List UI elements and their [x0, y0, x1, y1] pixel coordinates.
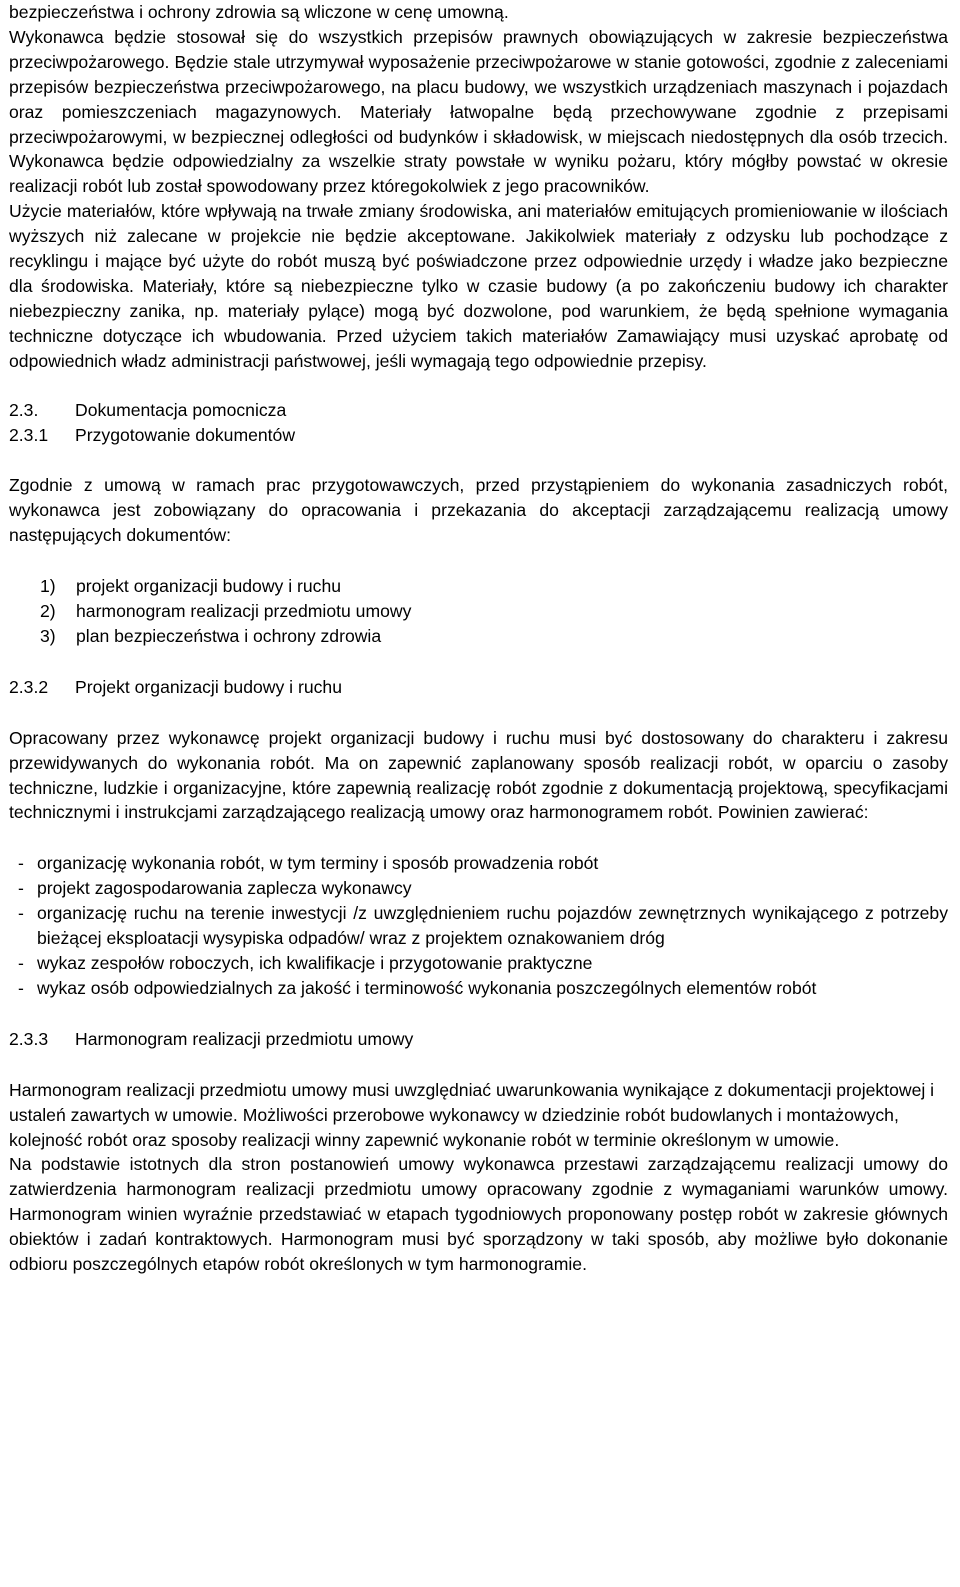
section-heading-2-3-3 [9, 1027, 948, 1052]
list-item-text: plan bezpieczeństwa i ochrony zdrowia [76, 625, 382, 646]
spacer [9, 447, 948, 473]
section-title: Przygotowanie dokumentów [75, 424, 296, 445]
list-item-text: wykaz osób odpowiedzialnych za jakość i terminowość wykonania poszczególnych elementów robót [37, 977, 817, 998]
section-heading-2-3-2 [9, 675, 948, 700]
list-dash: - [18, 977, 24, 998]
list-item [40, 599, 948, 624]
intro-paragraph-1: bezpieczeństwa i ochrony zdrowia są wliczone w cenę umowną. [9, 2, 509, 22]
spacer [9, 1001, 948, 1027]
list-dash: - [18, 903, 24, 924]
list-item-number: 1) [40, 576, 56, 597]
list-item-text: projekt zagospodarowania zaplecza wykonawcy [37, 878, 412, 899]
section-2-3-3-paragraph-2: Na podstawie istotnych dla stron postanowień umowy wykonawca przestawi zarządzającemu realizacji umowy do zatwierdzenia harmonogram realizacji przedmiotu umowy opracowany zgodnie z wymaganiami warunków umowy. Harmonogram winien wyraźnie przedstawiać w etapach tygodniowych proponowany postęp robót w zakresie głównych obiektów i zadań kontraktowych. Harmonogram musi być sporządzony w taki sposób, aby możliwe było dokonanie odbioru poszczególnych etapów robót określonych w tym harmonogramie. [9, 1154, 948, 1275]
list-item-text: organizację ruchu na terenie inwestycji /z uwzględnieniem ruchu pojazdów zewnętrznych wynikającego z potrzeby bieżącej eksploatacji wysypiska odpadów/ wraz z projektem oznakowaniem dróg [37, 903, 948, 949]
spacer [9, 825, 948, 851]
spacer [9, 374, 948, 398]
section-heading-2-3-1 [9, 423, 948, 448]
list-item-number: 3) [40, 625, 56, 646]
list-item [40, 574, 948, 599]
project-contents-list [9, 851, 948, 1000]
section-number: 2.3.1 [9, 424, 49, 445]
spacer [9, 548, 948, 574]
section-number: 2.3.3 [9, 1028, 49, 1049]
list-dash: - [18, 953, 24, 973]
section-2-3-3-paragraph-1: Harmonogram realizacji przedmiotu umowy musi uwzględniać uwarunkowania wynikające z dokumentacji projektowej i ustaleń zawartych w umowie. Możliwości przerobowe wykonawcy w dziedzinie robót budowlanych i montażowych, kolejność robót oraz sposoby realizacji winny zapewnić wykonanie robót w terminie określonym w umowie. [9, 1079, 935, 1150]
list-dash: - [18, 853, 24, 874]
list-item-text: organizację wykonania robót, w tym terminy i sposób prowadzenia robót [37, 853, 599, 874]
list-item [9, 851, 948, 876]
list-item-text: wykaz zespołów roboczych, ich kwalifikacje i przygotowanie praktyczne [37, 953, 593, 973]
list-item [9, 901, 948, 951]
section-2-3-2-paragraph: Opracowany przez wykonawcę projekt organizacji budowy i ruchu musi być dostosowany do charakteru i zakresu przewidywanych do wykonania robót. Ma on zapewnić zaplanowany sposób realizacji robót, w oparciu o zasoby techniczne, ludzkie i organizacyjne, które zapewnią realizację robót zgodnie z dokumentacją projektową, specyfikacjami technicznymi i instrukcjami zarządzającego realizacją umowy oraz harmonogramem robót. Powinien zawierać: [9, 727, 948, 823]
list-item [9, 876, 948, 901]
spacer [9, 700, 948, 726]
section-number: 2.3.2 [9, 676, 49, 697]
intro-paragraph-2: Wykonawca będzie stosował się do wszystkich przepisów prawnych obowiązujących w zakresie bezpieczeństwa przeciwpożarowego. Będzie stale utrzymywał wyposażenie przeciwpożarowe w stanie gotowości, zgodnie z zaleceniami przepisów bezpieczeństwa przeciwpożarowego, na placu budowy, we wszystkich urządzeniach maszynach i pojazdach oraz pomieszczeniach magazynowych. Materiały łatwopalne będą przechowywane zgodnie z przepisami przeciwpożarowymi, w bezpiecznej odległości od budynków i składowisk, w miejscach niedostępnych dla osób trzecich. Wykonawca będzie odpowiedzialny za wszelkie straty powstałe w wyniku pożaru, który mógłby powstać w okresie realizacji robót lub został spowodowany przez któregokolwiek z jego pracowników. [9, 26, 948, 197]
section-number: 2.3. [9, 399, 39, 420]
list-item-number: 2) [40, 601, 56, 622]
list-item [40, 624, 948, 649]
spacer [9, 649, 948, 675]
section-2-3-1-paragraph: Zgodnie z umową w ramach prac przygotowawczych, przed przystąpieniem do wykonania zasadniczych robót, wykonawca jest zobowiązany do opracowania i przekazania do akceptacji zarządzającemu realizacją umowy następujących dokumentów: [9, 475, 948, 546]
documents-list [9, 574, 948, 649]
section-title: Dokumentacja pomocnicza [75, 399, 287, 420]
section-heading-2-3 [9, 398, 948, 423]
intro-paragraph-3: Użycie materiałów, które wpływają na trwałe zmiany środowiska, ani materiałów emitujących promieniowanie w ilościach wyższych niż zalecane w projekcie nie będzie akceptowane. Jakikolwiek materiały z odzysku lub pochodzące z recyklingu i mające być użyte do robót muszą być poświadczone przez odpowiednie urzędy i władze jako bezpieczne dla środowiska. Materiały, które są niebezpieczne tylko w czasie budowy (a po zakończeniu budowy ich charakter niebezpieczny zanika, np. materiały pylące) mogą być dozwolone, pod warunkiem, że będą spełnione wymagania techniczne dotyczące ich wbudowania. Przed użyciem takich materiałów Zamawiający musi uzyskać aprobatę od odpowiednich władz administracji państwowej, jeśli wymagają tego odpowiednie przepisy. [9, 201, 948, 371]
list-dash: - [18, 878, 24, 899]
section-title: Projekt organizacji budowy i ruchu [75, 676, 342, 697]
section-title: Harmonogram realizacji przedmiotu umowy [75, 1028, 414, 1049]
list-item [9, 976, 948, 1001]
list-item [9, 951, 948, 976]
spacer [9, 1052, 948, 1078]
list-item-text: projekt organizacji budowy i ruchu [76, 576, 342, 597]
list-item-text: harmonogram realizacji przedmiotu umowy [76, 601, 412, 622]
